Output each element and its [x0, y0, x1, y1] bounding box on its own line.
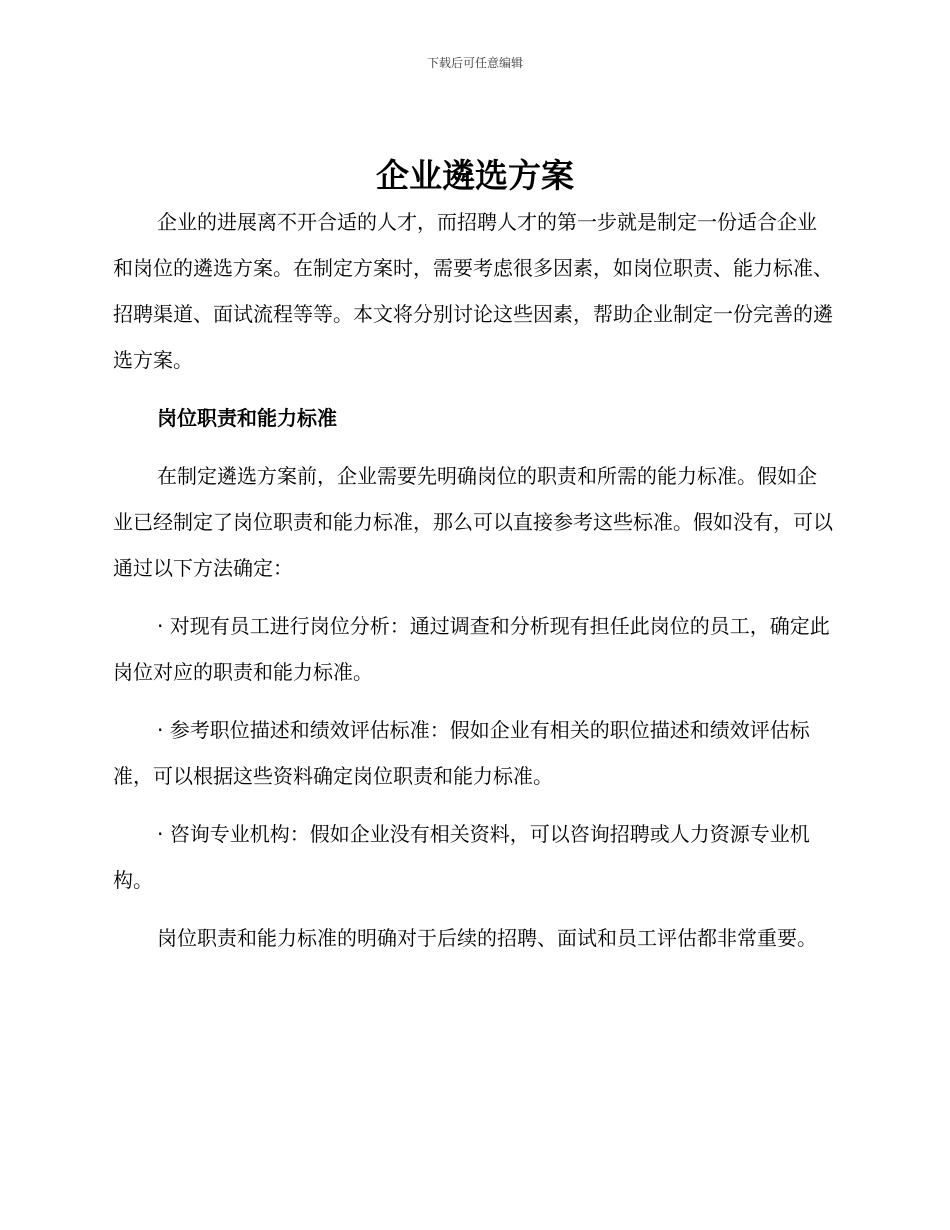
- bullet-item: · 对现有员工进行岗位分析：通过调查和分析现有担任此岗位的员工，确定此岗位对应的职责和能力标准。: [113, 614, 830, 684]
- document-body: [113, 199, 833, 973]
- document-title: 企业遴选方案: [376, 156, 574, 195]
- section-paragraph: 在制定遴选方案前，企业需要先明确岗位的职责和所需的能力标准。假如企业已经制定了岗位职责和能力标准，那么可以直接参考这些标准。假如没有，可以通过以下方法确定：: [113, 464, 833, 580]
- section-heading: 岗位职责和能力标准: [157, 406, 337, 430]
- intro-paragraph: 企业的进展离不开合适的人才，而招聘人才的第一步就是制定一份适合企业和岗位的遴选方案。在制定方案时，需要考虑很多因素，如岗位职责、能力标准、招聘渠道、面试流程等等。本文将分别讨论这些因素，帮助企业制定一份完善的遴选方案。: [113, 210, 833, 372]
- bullet-item: · 咨询专业机构：假如企业没有相关资料，可以咨询招聘或人力资源专业机构。: [113, 822, 810, 892]
- closing-paragraph: 岗位职责和能力标准的明确对于后续的招聘、面试和员工评估都非常重要。: [157, 926, 817, 950]
- header-note: 下载后可任意编辑: [426, 56, 523, 70]
- bullet-item: · 参考职位描述和绩效评估标准：假如企业有相关的职位描述和绩效评估标准，可以根据这些资料确定岗位职责和能力标准。: [113, 718, 810, 788]
